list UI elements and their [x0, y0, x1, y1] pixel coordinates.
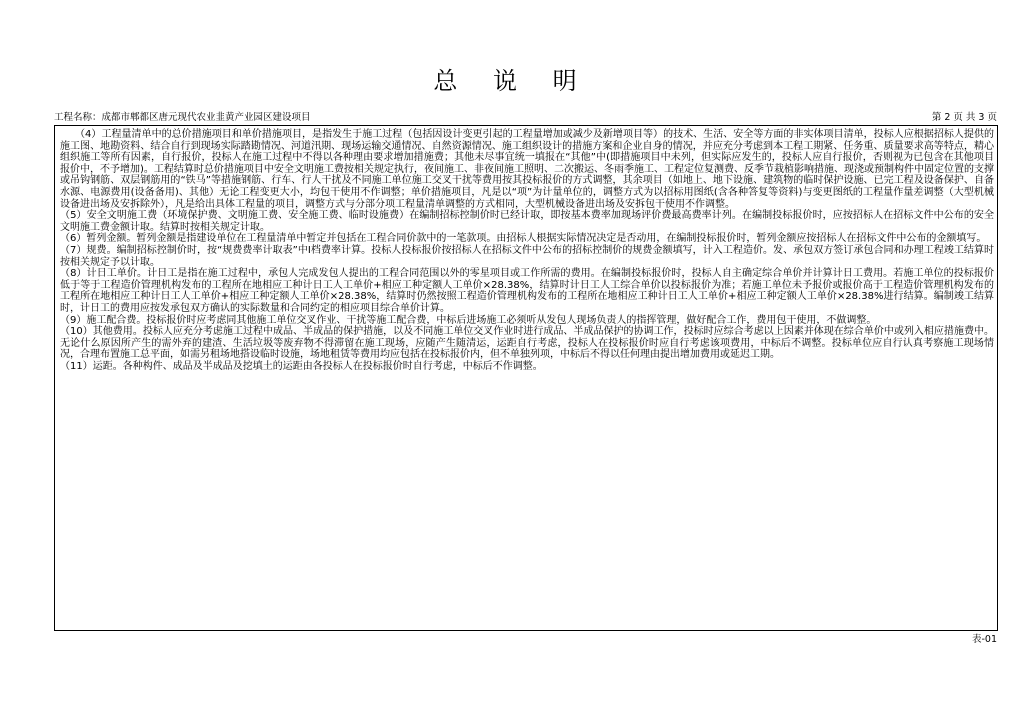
- project-name: 工程名称：成都市郫都区唐元现代农业韭黄产业园区建设项目: [54, 112, 311, 123]
- paragraph-haul-distance: （11）运距。各种构件、成品及半成品及挖填土的运距由各投标人在投标报价时自行考虑，中标后不作调整。: [60, 360, 543, 372]
- paragraph-safety-fee: （5）安全文明施工费（环境保护费、文明施工费、安全施工费、临时设施费）在编制招标控制价时已经计取，即按基本费率加现场评价费最高费率计列。在编制投标报价时，应按招标人在招标文件中公布的安全文明施工费金额计取。结算时按相关规定计取。: [60, 210, 994, 233]
- page-title: 总 说 明: [433, 67, 591, 95]
- content-frame: [54, 125, 998, 631]
- form-code: 表-01: [971, 634, 997, 645]
- paragraph-other-fees: （10）其他费用。投标人应充分考虑施工过程中成品、半成品的保护措施，以及不同施工单位交叉作业时进行成品、半成品保护的协调工作，投标时应综合考虑以上因素并体现在综合单价中或列入相应措施费中。无论什么原因所产生的需外弃的建渣、生活垃圾等废弃物不得滞留在施工现场，应随产生随清运，运距自行考虑，投标人在投标报价时应自行考虑该项费用，中标后不调整。投标单位应自行认真考察施工现场情况，合理布置施工总平面，如需另租场地搭设临时设施，场地租赁等费用均应包括在投标报价内，但不单独列项，中标后不得以任何理由提出增加费用或延迟工期。: [60, 326, 994, 361]
- paragraph-daywork: （8）计日工单价。计日工是指在施工过程中，承包人完成发包人提出的工程合同范围以外的零星项目或工作所需的费用。在编制投标报价时，投标人自主确定综合单价并计算计日工费用。若施工单位的投标报价低于等于工程造价管理机构发布的工程所在地相应工种计日工人工单价+相应工种定额人工单价×28.38%，结算时计日工人工综合单价以投标报价为准；若施工单位未予报价或报价高于工程造价管理机构发布的工程所在地相应工种计日工人工单价+相应工种定额人工单价×28.38%，结算时仍然按照工程造价管理机构发布的工程所在地相应工种计日工人工单价+相应工种定额人工单价×28.38%进行结算。编制竣工结算时，计日工的费用应按发承包双方确认的实际数量和合同约定的相应项目综合单价计算。: [60, 268, 994, 314]
- paragraph-statutory-fees: （7）规费。编制招标控制价时，按“规费费率计取表”中I档费率计算。投标人投标报价按招标人在招标文件中公布的招标控制价的规费金额填写，计入工程造价。发、承包双方签订承包合同和办理工程竣工结算时按相关规定予以计取。: [60, 244, 994, 268]
- paragraph-provisional-sum: （6）暂列金额。暂列金额是指建设单位在工程量清单中暂定并包括在工程合同价款中的一笔款项。由招标人根据实际情况决定是否动用，在编制投标报价时，暂列金额应按招标人在招标文件中公布的金额填写。: [60, 233, 987, 245]
- paragraph-coordination-fee: （9）施工配合费。投标报价时应考虑同其他施工单位交叉作业、干扰等施工配合费，中标后进场施工必须听从发包人现场负责人的指挥管理，做好配合工作，费用包干使用，不做调整。: [60, 314, 877, 326]
- page-number: 第 2 页 共 3 页: [931, 112, 997, 123]
- paragraph-measures: （4）工程量清单中的总价措施项目和单价措施项目，是指发生于施工过程（包括因设计变更引起的工程量增加或减少及新增项目等）的技术、生活、安全等方面的非实体项目清单，投标人应根据招标人提供的施工图、地勘资料、结合自行到现场实际踏勘情况、河道汛期、现场运输交通情况、自然资源情况、施工组织设计的措施方案和企业自身的情况，并应充分考虑到本工程工期紧、任务重、质量要求高等特点，精心组织施工等所有因素，自行报价，投标人在施工过程中不得以各种理由要求增加措施费；其他未尽事宜统一填报在“其他”中(即措施项目中未列，但实际应发生的，投标人应自行报价，否则视为已包含在其他项目报价中，不予增加)。工程结算时总价措施项目中安全文明施工费按相关规定执行，夜间施工、非夜间施工照明、二次搬运、冬雨季施工、工程定位复测费、反季节栽植影响措施、现浇或预制构件中固定位置的支撑或吊钩钢筋、双层钢筋用的“铁马”等措施钢筋、行车、行人干扰及不同施工单位施工交叉干扰等费用按其投标报价的方式调整，其余项目（如地上、地下设施、建筑物的临时保护设施、已完工程及设备保护、自备水源、电源费用(设备备用)、其他）无论工程变更大小，均包干使用不作调整；单价措施项目，凡是以“项”为计量单位的，调整方式为以招标用图纸(含各种答复等资料)与变更图纸的工程量作量差调整（大型机械设备进出场及安拆除外），凡是给出具体工程量的项目，调整方式与分部分项工程量清单调整的方式相同，大型机械设备进出场及安拆包干使用不作调整。: [60, 129, 994, 210]
- description-body: [60, 129, 994, 372]
